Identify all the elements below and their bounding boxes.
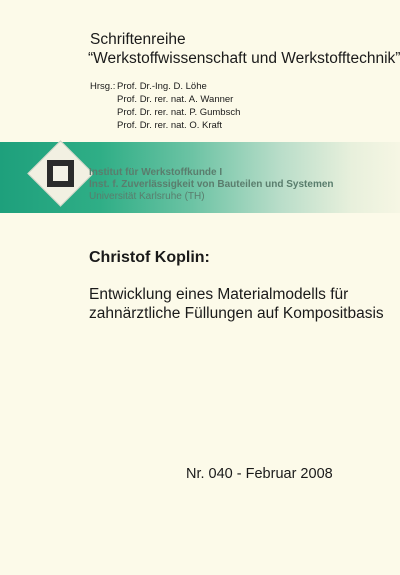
book-title-line-1: Entwicklung eines Materialmodells für: [89, 286, 349, 303]
editor-name: Prof. Dr. rer. nat. O. Kraft: [117, 120, 223, 131]
editor-name: Prof. Dr. rer. nat. P. Gumbsch: [117, 107, 241, 118]
series-title: “Werkstoffwissenschaft und Werkstofftechnik”: [88, 50, 400, 67]
editor-row: [90, 119, 240, 132]
editor-row: [90, 80, 240, 93]
book-title: [89, 285, 384, 323]
institute-line-1: Institut für Werkstoffkunde I: [89, 167, 223, 178]
book-title-line-2: zahnärztliche Füllungen auf Kompositbasis: [89, 305, 384, 322]
author-name: Christof Koplin:: [89, 249, 210, 266]
editor-row: [90, 93, 240, 106]
institute-logo-core-icon: [53, 166, 68, 181]
editors-prefix: Hrsg.:: [90, 81, 116, 92]
institute-text: [89, 167, 334, 203]
university-name: Universität Karlsruhe (TH): [89, 191, 205, 202]
series-label: Schriftenreihe: [90, 31, 186, 48]
institute-line-2: Inst. f. Zuverlässigkeit von Bauteilen und Systemen: [89, 179, 334, 190]
editors-block: [90, 80, 240, 132]
issue-number: Nr. 040 - Februar 2008: [186, 466, 333, 482]
editor-row: [90, 106, 240, 119]
editor-name: Prof. Dr.-Ing. D. Löhe: [117, 81, 207, 92]
editor-name: Prof. Dr. rer. nat. A. Wanner: [117, 94, 234, 105]
